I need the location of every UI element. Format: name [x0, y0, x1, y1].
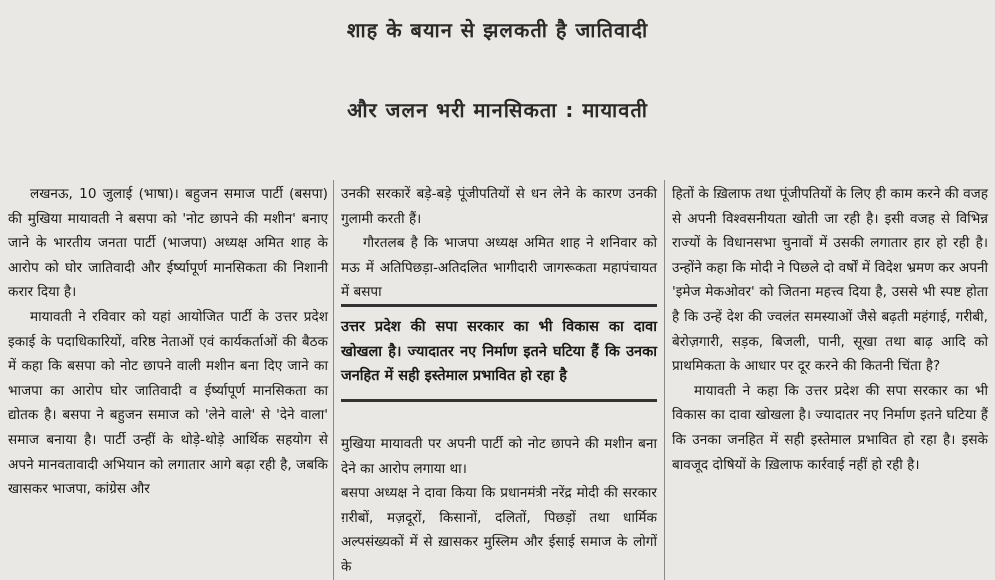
- paragraph: लखनऊ, 10 जुलाई (भाषा)। बहुजन समाज पार्टी (बसपा) की मुखिया मायावती ने बसपा को 'नोट छापने की मशीन' बनाए जाने के भारतीय जनता पार्टी (भाजपा) अध्यक्ष अमित शाह के आरोप को घोर जातिवादी और ईर्ष्यापूर्ण मानसिकता की निशानी करार दिया है।: [8, 186, 328, 301]
- article-column-1: [8, 182, 328, 502]
- paragraph: हितों के ख़िलाफ तथा पूंजीपतियों के लिए ही काम करने की वजह से अपनी विश्वसनीयता खोती जा रही है। इसी वजह से विभिन्न राज्यों के विधानसभा चुनावों में उसकी लगातार हार हो रही है। उन्होंने कहा कि मोदी ने पिछले दो वर्षों में विदेश भ्रमण कर अपनी 'इमेज मेकओवर' को जितना महत्त्व दिया है, उससे भी स्पष्ट होता है कि उन्हें देश की ज्वलंत समस्याओं जैसे बढ़ती महंगाई, गरीबी, बेरोज़गारी, सड़क, बिजली, पानी, सूखा तथा बाढ़ आदि को प्राथमिकता के आधार पर दूर करने की कितनी चिंता है?: [672, 186, 988, 375]
- paragraph: बसपा अध्यक्ष ने दावा किया कि प्रधानमंत्री नरेंद्र मोदी की सरकार ग़रीबों, मज़दूरों, किसानों, दलितों, पिछड़ों तथा धार्मिक अल्पसंख्यकों में से ख़ासकर मुस्लिम और ईसाई समाज के लोगों के: [341, 485, 657, 575]
- paragraph: मायावती ने रविवार को यहां आयोजित पार्टी के उत्तर प्रदेश इकाई के पदाधिकारियों, वरिष्ठ नेताओं एवं कार्यकर्ताओं की बैठक में कहा कि बसपा को नोट छापने वाली मशीन बना दिए जाने का भाजपा का आरोप घोर जातिवादी व ईर्ष्यापूर्ण मानसिकता का द्योतक है। बसपा ने बहुजन समाज को 'लेने वाले' से 'देने वाला' समाज बनाया है। पार्टी उन्हीं के थोड़े-थोड़े आर्थिक सहयोग से अपने मानवतावादी अभियान को लगातार आगे बढ़ा रही है, जबकि खासकर भाजपा, कांग्रेस और: [8, 308, 328, 498]
- headline-line-1: शाह के बयान से झलकती है जातिवादी: [346, 18, 649, 42]
- article-column-2: [341, 182, 657, 305]
- pull-quote-text: उत्तर प्रदेश की सपा सरकार का भी विकास का दावा खोखला है। ज्यादातर नए निर्माण इतने घटिया हैं कि उनका जनहित में सही इस्तेमाल प्रभावित हो रहा है: [341, 319, 657, 384]
- headline-line-2: और जलन भरी मानसिकता : मायावती: [347, 98, 648, 122]
- column-divider: [333, 180, 334, 580]
- pull-quote: [341, 304, 657, 402]
- paragraph: मायावती ने कहा कि उत्तर प्रदेश की सपा सरकार का भी विकास का दावा खोखला है। ज्यादातर नए निर्माण इतने घटिया हैं कि उनका जनहित में सही इस्तेमाल प्रभावित हो रहा है। इसके बावजूद दोषियों के ख़िलाफ कार्रवाई नहीं हो रही है।: [672, 382, 988, 473]
- article-column-3: [672, 182, 988, 477]
- paragraph: मुखिया मायावती पर अपनी पार्टी को नोट छापने की मशीन बना देने का आरोप लगाया था।: [341, 436, 657, 477]
- column-divider: [664, 180, 665, 580]
- paragraph: गौरतलब है कि भाजपा अध्यक्ष अमित शाह ने शनिवार को मऊ में अतिपिछड़ा-अतिदलित भागीदारी जागरूकता महापंचायत में बसपा: [341, 235, 657, 301]
- article-column-2-continued: [341, 432, 657, 580]
- paragraph: उनकी सरकारें बड़े-बड़े पूंजीपतियों से धन लेने के कारण उनकी गुलामी करती हैं।: [341, 186, 657, 227]
